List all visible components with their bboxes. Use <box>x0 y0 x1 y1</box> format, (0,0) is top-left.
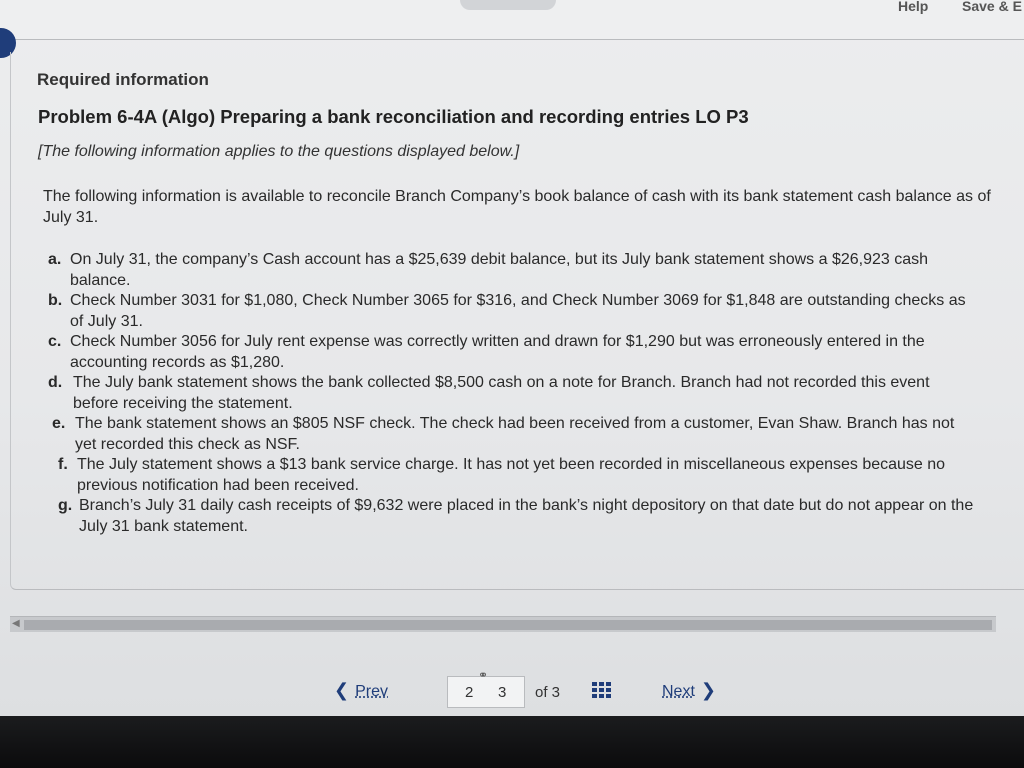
list-item <box>48 496 978 537</box>
chevron-left-icon: ❮ <box>334 680 350 700</box>
list-item-text: Check Number 3031 for $1,080, Check Number 3065 for $316, and Check Number 3069 for $1,848 are outstanding checks as of July 31. <box>70 292 966 330</box>
list-item-text: Check Number 3056 for July rent expense was correctly written and drawn for $1,290 but was erroneously entered in the accounting records as $1,280. <box>70 333 925 371</box>
top-bar <box>0 0 1024 40</box>
list-item-label: g. <box>58 497 73 514</box>
list-item-label: e. <box>52 415 66 432</box>
list-item-text: The July statement shows a $13 bank service charge. It has not yet been recorded in miscellaneous expenses because no previous notification had been received. <box>77 456 946 494</box>
next-label: Next <box>662 683 695 700</box>
page-number-previous[interactable]: 2 <box>465 684 474 701</box>
list-item-text: Branch’s July 31 daily cash receipts of $9,632 were placed in the bank’s night depository on that date but do not appear on the July 31 bank statement. <box>79 497 974 535</box>
save-exit-button[interactable]: Save & E <box>962 0 1022 14</box>
chevron-right-icon: ❯ <box>700 680 716 700</box>
information-list <box>48 250 978 537</box>
help-link[interactable]: Help <box>898 0 929 14</box>
list-item-text: The July bank statement shows the bank collected $8,500 cash on a note for Branch. Branch had not recorded this event before receiving the statement. <box>73 374 930 412</box>
info-note: [The following information applies to the questions displayed below.] <box>38 143 520 160</box>
list-item <box>48 291 978 332</box>
grid-icon[interactable] <box>592 682 612 700</box>
problem-title: Problem 6-4A (Algo) Preparing a bank reconciliation and recording entries LO P3 <box>38 106 749 127</box>
list-item-text: On July 31, the company’s Cash account has a $25,639 debit balance, but its July bank statement shows a $26,923 cash balance. <box>70 251 929 289</box>
page-number-current[interactable]: 3 <box>498 684 507 701</box>
prev-label: Prev <box>355 683 388 700</box>
list-item-label: a. <box>48 251 62 268</box>
prev-button[interactable] <box>334 680 394 701</box>
list-item <box>48 455 978 496</box>
list-item <box>48 250 978 291</box>
list-item <box>48 414 978 455</box>
list-item-label: c. <box>48 333 62 350</box>
list-item-label: f. <box>58 456 68 473</box>
saved-status-pill <box>460 0 556 10</box>
next-button[interactable] <box>656 680 716 701</box>
screen-bezel <box>0 716 1024 768</box>
horizontal-scrollbar[interactable] <box>10 616 996 632</box>
intro-paragraph: The following information is available to reconcile Branch Company’s book balance of cash with its bank statement cash balance as of July 31. <box>43 188 991 226</box>
page-total: of 3 <box>535 684 561 701</box>
scrollbar-thumb[interactable] <box>24 620 992 630</box>
required-information-heading: Required information <box>37 70 209 89</box>
list-item <box>48 332 978 373</box>
list-item-label: b. <box>48 292 63 309</box>
list-item <box>48 373 978 414</box>
page-selector[interactable] <box>447 668 525 708</box>
scroll-left-icon[interactable]: ◀ <box>12 618 20 629</box>
list-item-text: The bank statement shows an $805 NSF check. The check had been received from a customer, Evan Shaw. Branch has not yet recorded this check as NSF. <box>75 415 955 453</box>
list-item-label: d. <box>48 374 63 391</box>
link-icon: ⚭ <box>478 668 489 682</box>
next-section-heading-faded <box>12 604 312 614</box>
